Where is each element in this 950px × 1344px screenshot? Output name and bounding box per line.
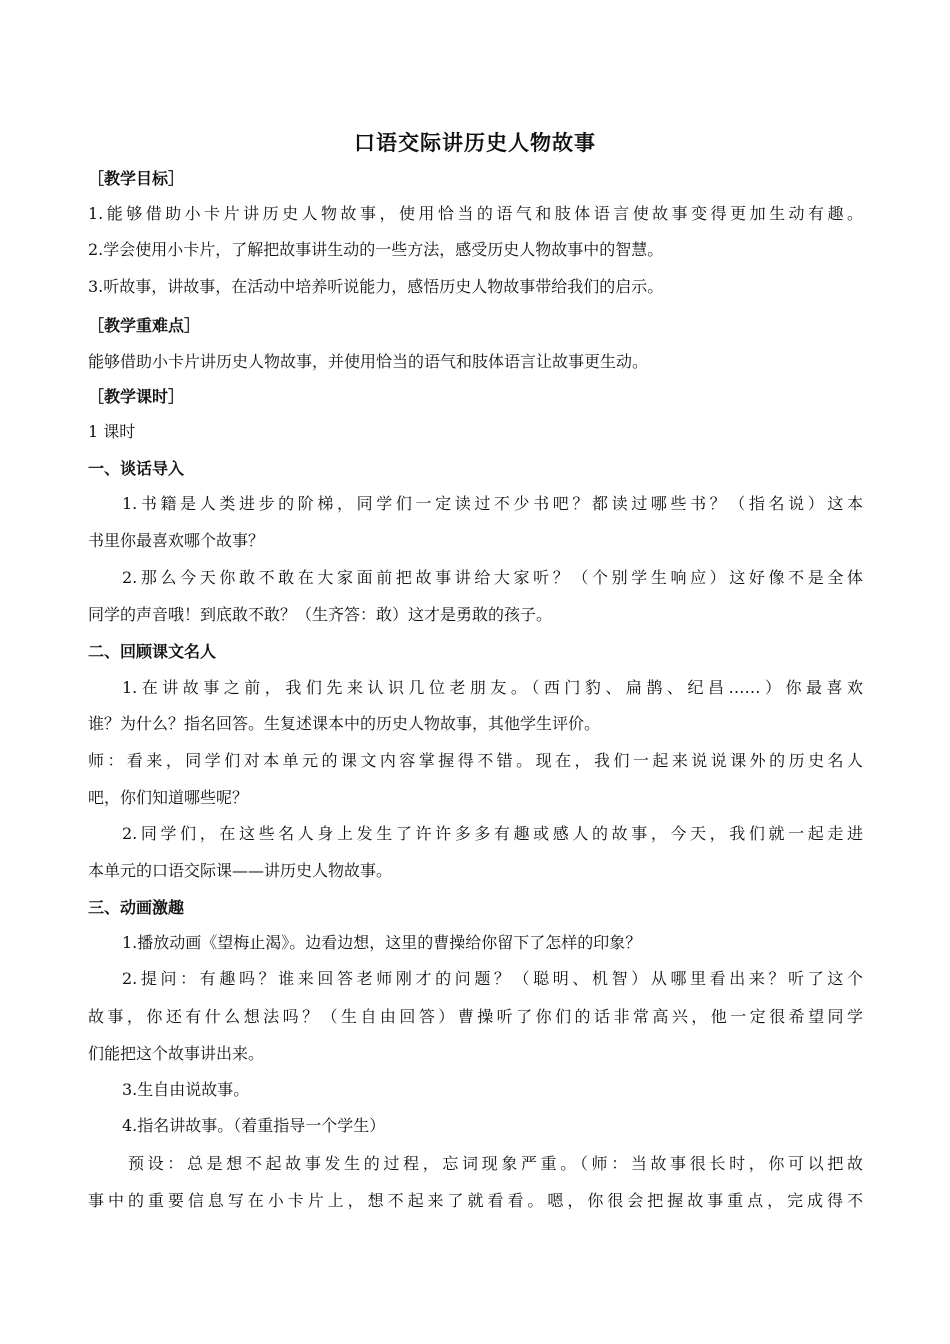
paragraph-line: 们能把这个故事讲出来。 [88, 1044, 265, 1063]
paragraph-line: 预设：总是想不起故事发生的过程，忘词现象严重。（师：当故事很长时，你可以把故 [128, 1154, 863, 1173]
section-heading: ［教学重难点］ [88, 316, 201, 335]
paragraph-line: 谁？为什么？指名回答。生复述课本中的历史人物故事，其他学生评价。 [88, 714, 601, 733]
paragraph-line: 本单元的口语交际课——讲历史人物故事。 [88, 861, 393, 880]
paragraph-line: 事中的重要信息写在小卡片上，想不起来了就看看。嗯，你很会把握故事重点，完成得不 [88, 1191, 863, 1210]
paragraph-line: 吧，你们知道哪些呢？ [88, 788, 249, 807]
paragraph-line: 2.学会使用小卡片，了解把故事讲生动的一些方法，感受历史人物故事中的智慧。 [88, 240, 664, 259]
paragraph-line: 1.播放动画《望梅止渴》。边看边想，这里的曹操给你留下了怎样的印象？ [122, 933, 642, 952]
paragraph-line: 4.指名讲故事。（着重指导一个学生） [122, 1116, 386, 1135]
paragraph-line: 师：看来，同学们对本单元的课文内容掌握得不错。现在，我们一起来说说课外的历史名人 [88, 751, 863, 770]
paragraph-line: 2.同学们，在这些名人身上发生了许许多多有趣或感人的故事，今天，我们就一起走进 [122, 824, 863, 843]
paragraph-line: 故事，你还有什么想法吗？（生自由回答）曹操听了你们的话非常高兴，他一定很希望同学 [88, 1007, 863, 1026]
paragraph-line: 能够借助小卡片讲历史人物故事，并使用恰当的语气和肢体语言让故事更生动。 [88, 352, 649, 371]
section-heading: ［教学目标］ [88, 169, 185, 188]
paragraph-line: 同学的声音哦！到底敢不敢？（生齐答：敢）这才是勇敢的孩子。 [88, 605, 553, 624]
page-title: 口语交际讲历史人物故事 [354, 131, 596, 155]
paragraph-line: 1.在讲故事之前，我们先来认识几位老朋友。（西门豹、扁鹊、纪昌……）你最喜欢 [122, 678, 863, 697]
section-heading: ［教学课时］ [88, 387, 185, 406]
paragraph-line: 1.书籍是人类进步的阶梯，同学们一定读过不少书吧？都读过哪些书？（指名说）这本 [122, 494, 863, 513]
paragraph-line: 1 课时 [88, 422, 136, 441]
paragraph-line: 1.能够借助小卡片讲历史人物故事，使用恰当的语气和肢体语言使故事变得更加生动有趣。 [88, 204, 863, 223]
paragraph-line: 书里你最喜欢哪个故事？ [88, 531, 265, 550]
paragraph-line: 2.那么今天你敢不敢在大家面前把故事讲给大家听？（个别学生响应）这好像不是全体 [122, 568, 863, 587]
section-heading: 二、回顾课文名人 [88, 642, 217, 661]
paragraph-line: 3.生自由说故事。 [122, 1080, 250, 1099]
section-heading: 一、谈话导入 [88, 459, 185, 478]
paragraph-line: 2.提问：有趣吗？谁来回答老师刚才的问题？（聪明、机智）从哪里看出来？听了这个 [122, 969, 863, 988]
section-heading: 三、动画激趣 [88, 898, 185, 917]
paragraph-line: 3.听故事，讲故事，在活动中培养听说能力，感悟历史人物故事带给我们的启示。 [88, 277, 664, 296]
